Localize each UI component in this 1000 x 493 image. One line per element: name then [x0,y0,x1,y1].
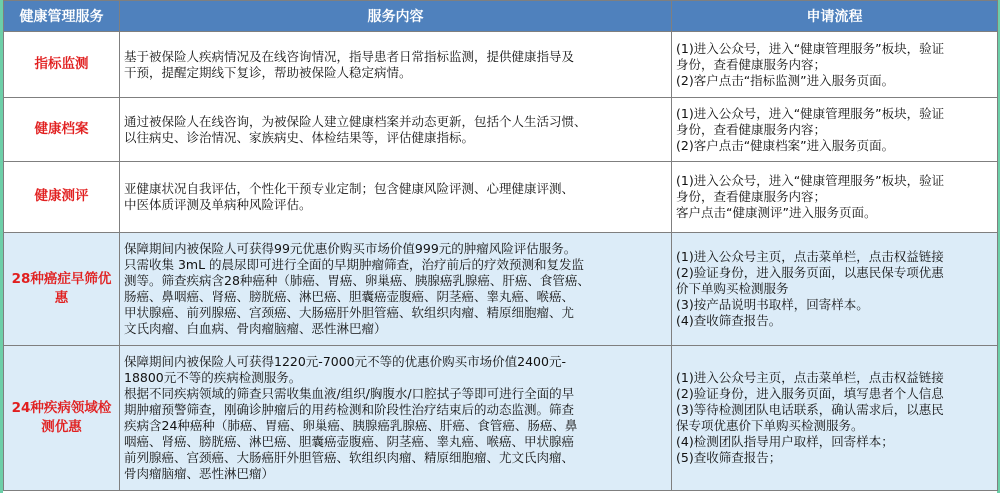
header-service-name: 健康管理服务 [4,1,120,32]
process-line: (1)进入公众号，进入“健康管理服务”板块，验证 [676,172,945,188]
process-line: (2)客户点击“指标监测”进入服务页面。 [676,72,895,88]
content-line: 咽癌、肾癌、膀胱癌、淋巴癌、胆囊癌壶腹癌、阴茎癌、睾丸癌、喉癌、甲状腺癌 [124,433,575,449]
process-line: 身份，查看健康服务内容； [676,188,827,204]
process-line: (1)进入公众号主页，点击菜单栏，点击权益链接 [676,248,944,264]
process-line: (2)客户点击“健康档案”进入服务页面。 [676,137,895,153]
table-row [4,32,998,98]
table-row [4,162,998,232]
content-line: 文氏肉瘤、白血病、骨肉瘤脑瘤、恶性淋巴瘤） [124,320,387,336]
content-line: 根据不同疾病领域的筛查只需收集血液/组织/胸腹水/口腔拭子等即可进行全面的早 [124,385,575,401]
service-name: 健康测评 [4,162,120,232]
content-line: 只需收集 3mL 的晨尿即可进行全面的早期肿瘤筛查，治疗前后的疗效预测和复发监 [124,256,585,272]
service-name: 指标监测 [4,32,120,98]
service-content [120,98,672,162]
table-header-row [4,1,998,32]
content-line: 以往病史、诊治情况、家族病史、体检结果等，评估健康指标。 [124,129,475,145]
content-line: 肠癌、鼻咽癌、肾癌、膀胱癌、淋巴癌、胆囊癌壶腹癌、阴茎癌、睾丸癌、喉癌、 [124,288,575,304]
header-apply-process: 申请流程 [672,1,998,32]
service-content [120,32,672,98]
process-line: 保专项优惠价下单购买检测服务。 [676,417,864,433]
content-line: 通过被保险人在线咨询，为被保险人建立健康档案并动态更新，包括个人生活习惯、 [124,113,587,129]
content-line: 前列腺癌、宫颈癌、大肠癌肝外胆管癌、软组织肉瘤、精原细胞瘤、尤文氏肉瘤、 [124,449,575,465]
content-line: 干预，提醒定期线下复诊，帮助被保险人稳定病情。 [124,64,412,80]
process-line: (3)等待检测团队电话联系，确认需求后，以惠民 [676,401,944,417]
content-line: 基于被保险人疾病情况及在线咨询情况，指导患者日常指标监测，提供健康指导及 [124,48,575,64]
content-line: 测等。筛查疾病含28种癌种（肺癌、胃癌、卵巢癌、胰腺癌乳腺癌、肝癌、食管癌、 [124,272,590,288]
content-line: 18800元不等的疾病检测服务。 [124,369,302,385]
table-row [4,98,998,162]
content-line: 甲状腺癌、前列腺癌、宫颈癌、大肠癌肝外胆管癌、软组织肉瘤、精原细胞瘤、尤 [124,304,575,320]
process-line: (2)验证身份，进入服务页面，填写患者个人信息 [676,385,944,401]
process-line: (1)进入公众号，进入“健康管理服务”板块，验证 [676,105,945,121]
process-line: (5)查收筛查报告； [676,449,782,465]
health-service-table [3,0,998,491]
process-line: (4)检测团队指导用户取样，回寄样本； [676,433,894,449]
content-line: 保障期间内被保险人可获得1220元-7000元不等的优惠价购买市场价值2400元- [124,353,566,369]
process-line: 客户点击“健康测评”进入服务页面。 [676,204,877,220]
table-row [4,345,998,490]
process-line: (3)按产品说明书取样，回寄样本。 [676,296,869,312]
service-name: 健康档案 [4,98,120,162]
apply-process [672,232,998,345]
service-content [120,345,672,490]
process-line: (2)验证身份，进入服务页面，以惠民保专项优惠 [676,264,944,280]
service-name: 24种疾病领域检测优惠 [4,345,120,490]
header-service-content: 服务内容 [120,1,672,32]
content-line: 中医体质评测及单病种风险评估。 [124,196,312,212]
process-line: 价下单购买检测服务 [676,280,789,296]
service-name: 28种癌症早筛优惠 [4,232,120,345]
apply-process [672,345,998,490]
process-line: (1)进入公众号主页，点击菜单栏，点击权益链接 [676,369,944,385]
content-line: 疾病含24种癌种（肺癌、胃癌、卵巢癌、胰腺癌乳腺癌、肝癌、食管癌、肠癌、鼻 [124,417,578,433]
process-line: (4)查收筛查报告。 [676,312,782,328]
table-row [4,232,998,345]
content-line: 期肿瘤预警筛查，刚确诊肿瘤后的用药检测和阶段性治疗结束后的动态监测。筛查 [124,401,575,417]
content-line: 亚健康状况自我评估，个性化干预专业定制；包含健康风险评测、心理健康评测、 [124,180,575,196]
apply-process [672,98,998,162]
process-line: 身份，查看健康服务内容； [676,56,827,72]
content-line: 保障期间内被保险人可获得99元优惠价购买市场价值999元的肿瘤风险评估服务。 [124,240,577,256]
apply-process [672,32,998,98]
service-content [120,232,672,345]
service-content [120,162,672,232]
process-line: 身份，查看健康服务内容； [676,121,827,137]
process-line: (1)进入公众号，进入“健康管理服务”板块，验证 [676,40,945,56]
content-line: 骨肉瘤脑瘤、恶性淋巴瘤） [124,465,275,481]
apply-process [672,162,998,232]
